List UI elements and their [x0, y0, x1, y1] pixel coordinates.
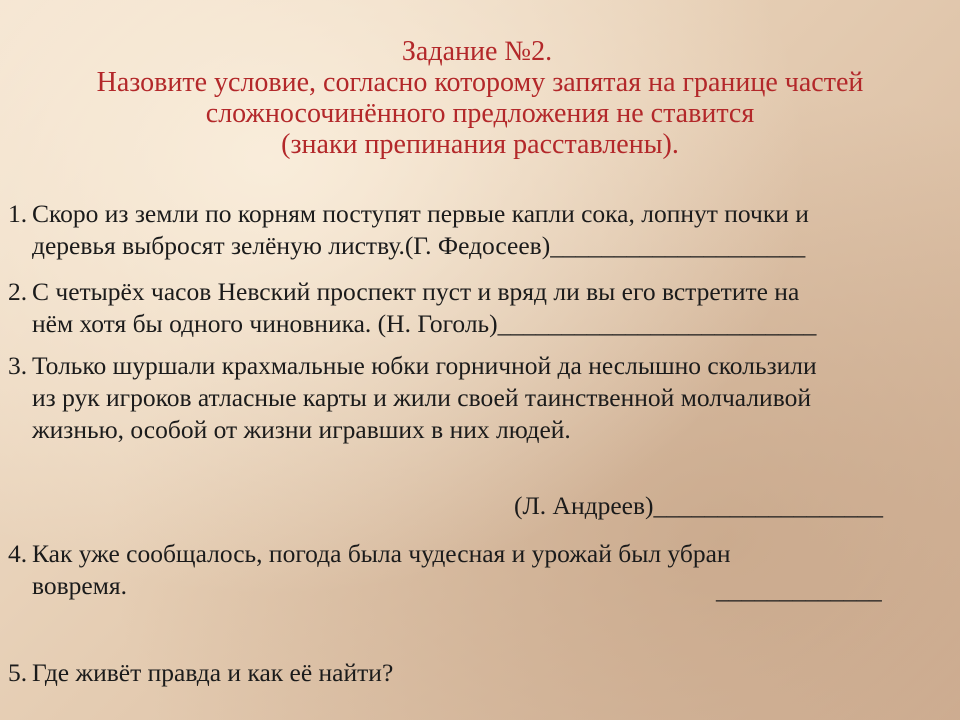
- task-instruction-line-3: (знаки препинания расставлены).: [281, 129, 679, 160]
- sentence-item-5: [8, 657, 953, 689]
- item-text: [32, 350, 953, 446]
- sentence-item-3: [8, 350, 953, 446]
- task-instruction-line-1: Назовите условие, согласно которому запятая на границе частей: [96, 67, 864, 98]
- item-number: 3.: [8, 351, 28, 380]
- sentence-item-1: [8, 198, 953, 262]
- item-text: [32, 276, 953, 340]
- item-number: 5.: [8, 658, 28, 687]
- item-text-line: из рук игроков атласные карты и жили своей таинственной молчаливой: [32, 383, 811, 412]
- item-number: 2.: [8, 277, 28, 306]
- item-text: [32, 657, 953, 689]
- item-number: 4.: [8, 539, 28, 568]
- item-text-line: Где живёт правда и как её найти?: [32, 658, 394, 687]
- item-4-answer-line: _____________: [716, 575, 882, 604]
- task-title: [0, 36, 960, 160]
- task-number-heading: Задание №2.: [401, 36, 553, 67]
- item-text-line: Только шуршали крахмальные юбки горничной да неслышно скользили: [32, 351, 817, 380]
- sentence-item-2: [8, 276, 953, 340]
- item-text-line: Как уже сообщалось, погода была чудесная и урожай был убран: [32, 539, 731, 568]
- item-text-line: деревья выбросят зелёную листву.(Г. Федосеев)____________________: [32, 231, 806, 260]
- item-text-line: жизнью, особой от жизни игравших в них людей.: [32, 415, 571, 444]
- item-number: 1.: [8, 199, 28, 228]
- item-3-author-answer-line: (Л. Андреев)__________________: [514, 491, 883, 520]
- item-text-line: нём хотя бы одного чиновника. (Н. Гоголь)_________________________: [32, 309, 817, 338]
- task-instruction-line-2: сложносочинённого предложения не ставится: [205, 98, 755, 129]
- item-text-line: С четырёх часов Невский проспект пуст и вряд ли вы его встретите на: [32, 277, 800, 306]
- item-text-line: вовремя.: [32, 571, 127, 600]
- item-text-line: Скоро из земли по корням поступят первые капли сока, лопнут почки и: [32, 199, 809, 228]
- item-text: [32, 198, 953, 262]
